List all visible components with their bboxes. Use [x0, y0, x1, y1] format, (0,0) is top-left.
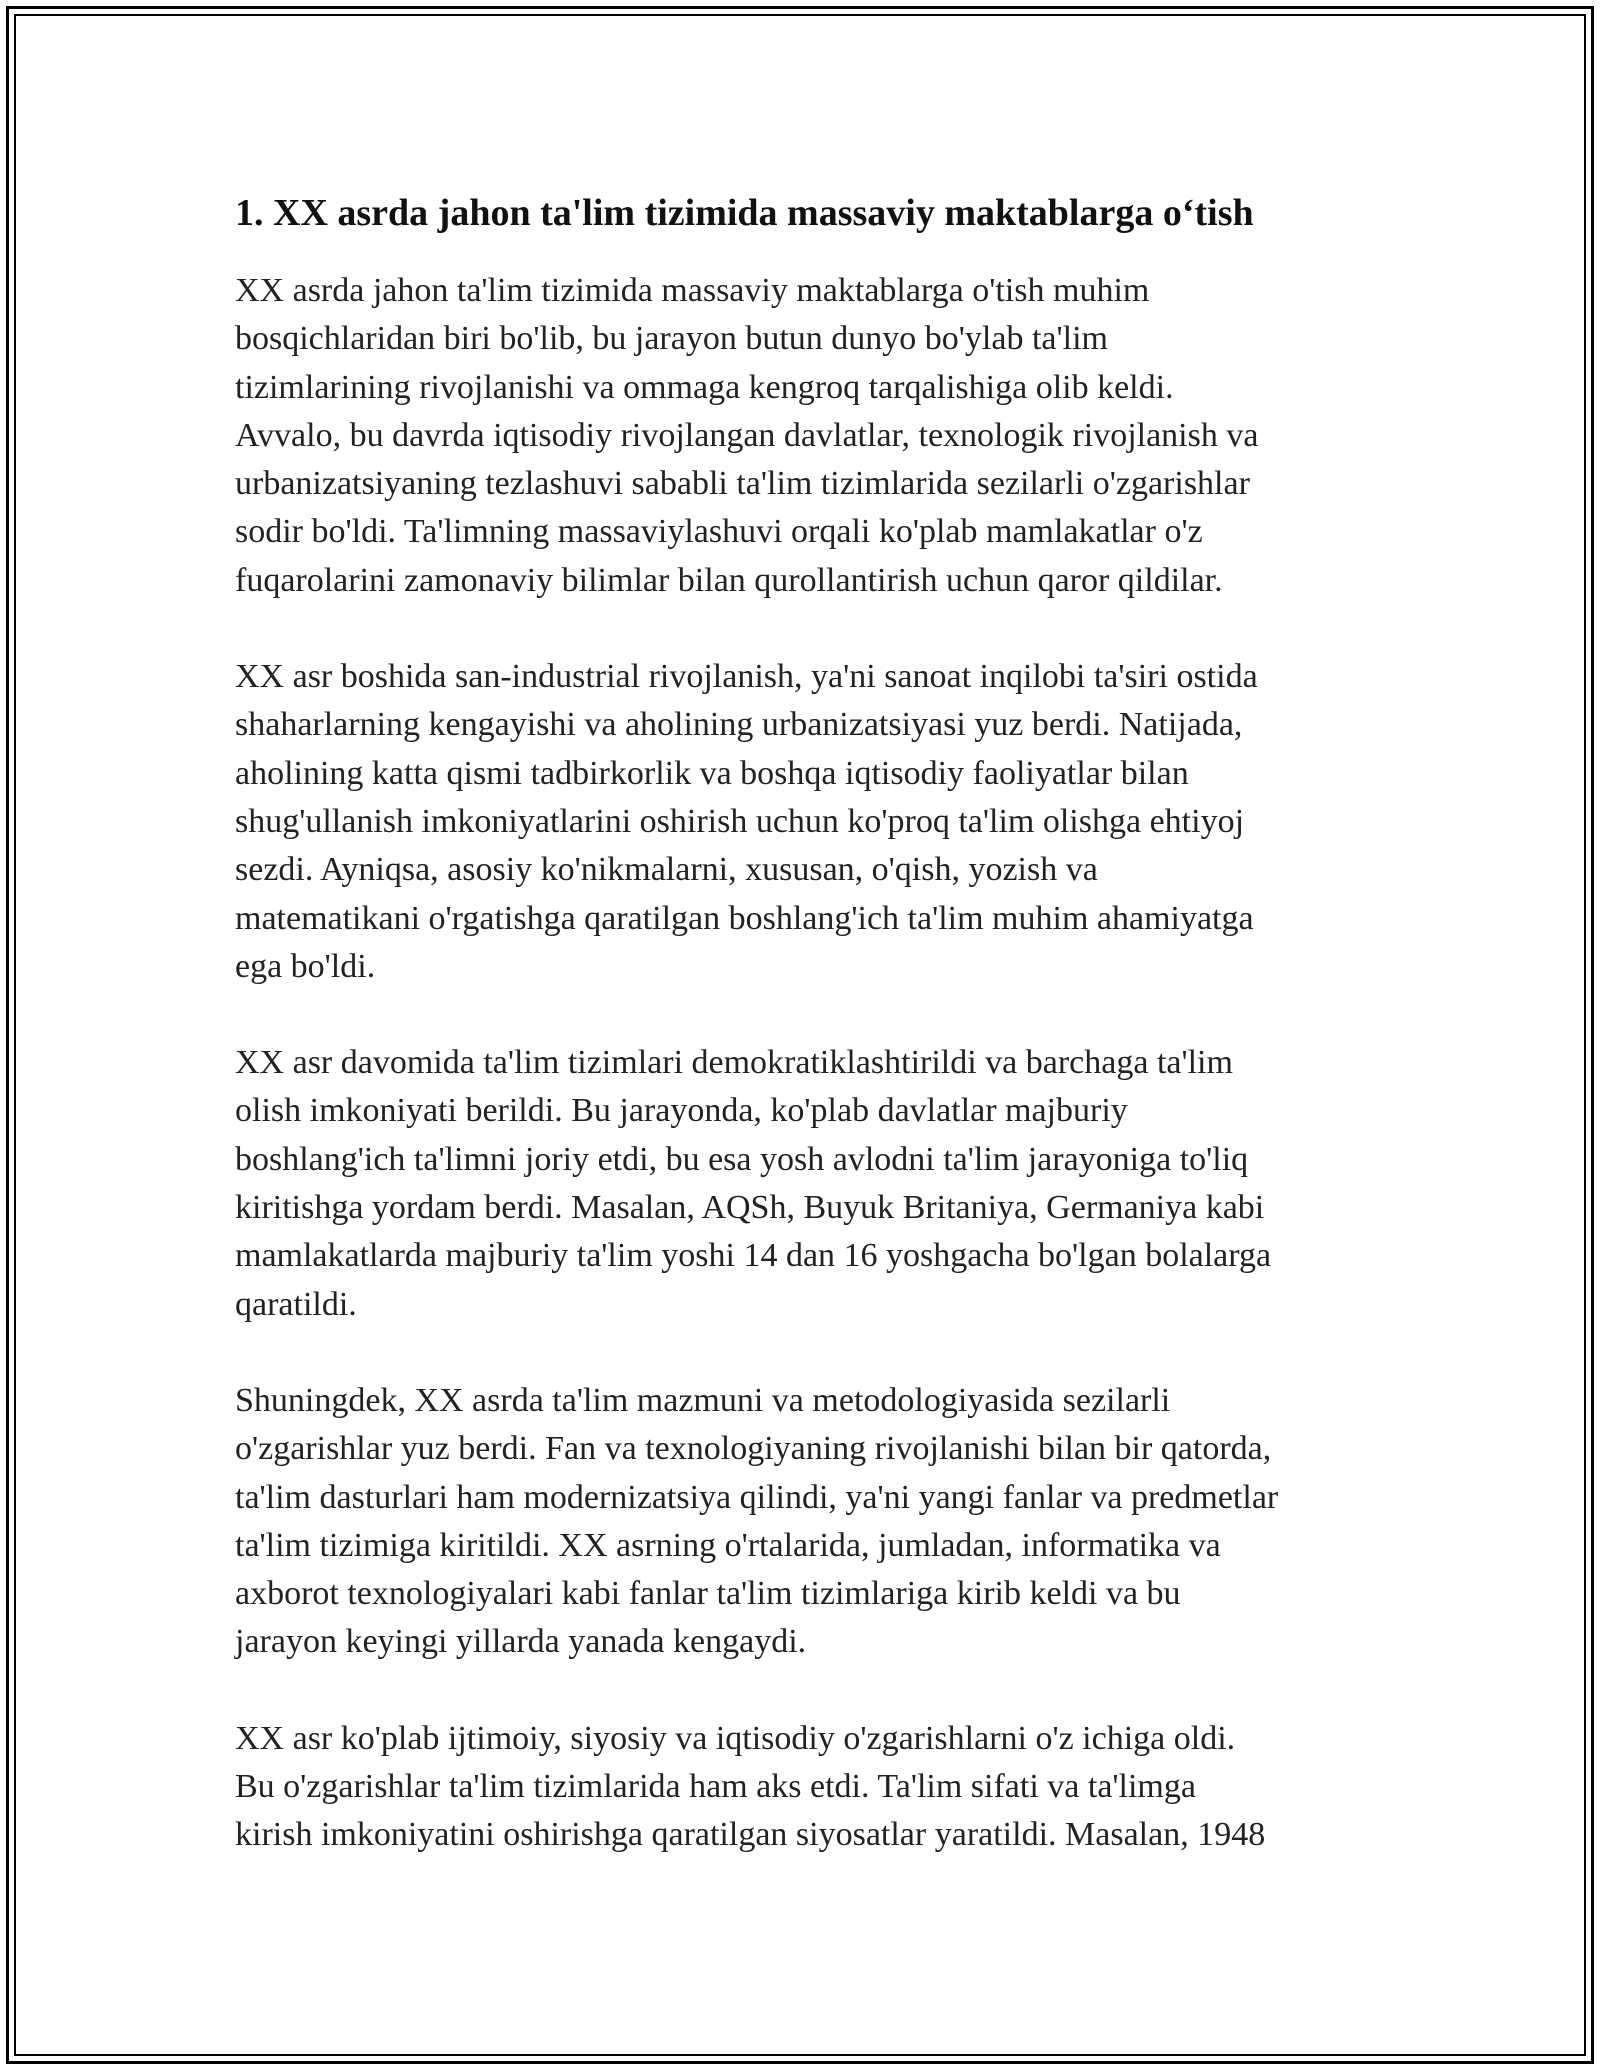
text-line: ega bo'ldi.	[235, 947, 376, 985]
text-line: boshlang'ich ta'limni joriy etdi, bu esa yosh avlodni ta'lim jarayoniga to'liq	[235, 1140, 1249, 1178]
text-line: shaharlarning kengayishi va aholining urbanizatsiyasi yuz berdi. Natijada,	[235, 706, 1243, 744]
text-line: XX asr davomida ta'lim tizimlari demokratiklashtirildi va barchaga ta'lim	[235, 1044, 1233, 1082]
text-line: mamlakatlarda majburiy ta'lim yoshi 14 dan 16 yoshgacha bo'lgan bolalarga	[235, 1237, 1272, 1275]
text-line: matematikani o'rgatishga qaratilgan boshlang'ich ta'lim muhim ahamiyatga	[235, 899, 1254, 937]
text-line: ta'lim dasturlari ham modernizatsiya qilindi, ya'ni yangi fanlar va predmetlar	[235, 1478, 1279, 1516]
text-line: jarayon keyingi yillarda yanada kengaydi.	[235, 1623, 807, 1661]
text-line: fuqarolarini zamonaviy bilimlar bilan qurollantirish uchun qaror qildilar.	[235, 561, 1223, 599]
document-body	[235, 185, 1375, 1908]
section-heading: 1. XX asrda jahon ta'lim tizimida massaviy maktablarga o‘tish	[235, 192, 1254, 234]
text-line: Avvalo, bu davrda iqtisodiy rivojlangan davlatlar, texnologik rivojlanish va	[235, 416, 1259, 454]
text-line: sodir bo'ldi. Ta'limning massaviylashuvi orqali ko'plab mamlakatlar o'z	[235, 513, 1203, 551]
text-line: urbanizatsiyaning tezlashuvi sababli ta'lim tizimlarida sezilarli o'zgarishlar	[235, 465, 1250, 503]
paragraph-2	[235, 653, 1375, 991]
text-line: axborot texnologiyalari kabi fanlar ta'lim tizimlariga kirib keldi va bu	[235, 1575, 1181, 1613]
text-line: XX asr ko'plab ijtimoiy, siyosiy va iqtisodiy o'zgarishlarni o'z ichiga oldi.	[235, 1719, 1236, 1757]
text-line: qaratildi.	[235, 1285, 357, 1323]
paragraph-4	[235, 1377, 1375, 1667]
text-line: Shuningdek, XX asrda ta'lim mazmuni va metodologiyasida sezilarli	[235, 1381, 1171, 1419]
text-line: tizimlarining rivojlanishi va ommaga kengroq tarqalishiga olib keldi.	[235, 368, 1174, 406]
text-line: XX asrda jahon ta'lim tizimida massaviy maktablarga o'tish muhim	[235, 272, 1150, 309]
text-line: aholining katta qismi tadbirkorlik va boshqa iqtisodiy faoliyatlar bilan	[235, 754, 1189, 792]
text-line: ta'lim tizimiga kiritildi. XX asrning o'rtalarida, jumladan, informatika va	[235, 1526, 1221, 1564]
text-line: shug'ullanish imkoniyatlarini oshirish uchun ko'proq ta'lim olishga ehtiyoj	[235, 802, 1245, 840]
text-line: sezdi. Ayniqsa, asosiy ko'nikmalarni, xususan, o'qish, yozish va	[235, 851, 1098, 889]
paragraph-3	[235, 1039, 1375, 1329]
text-line: o'zgarishlar yuz berdi. Fan va texnologiyaning rivojlanishi bilan bir qatorda,	[235, 1430, 1272, 1468]
text-line: bosqichlaridan biri bo'lib, bu jarayon butun dunyo bo'ylab ta'lim	[235, 320, 1108, 358]
paragraph-1	[235, 267, 1375, 605]
text-line: olish imkoniyati berildi. Bu jarayonda, ko'plab davlatlar majburiy	[235, 1092, 1128, 1130]
paragraph-5	[235, 1715, 1375, 1860]
text-line: Bu o'zgarishlar ta'lim tizimlarida ham aks etdi. Ta'lim sifati va ta'limga	[235, 1768, 1196, 1806]
text-line: kiritishga yordam berdi. Masalan, AQSh, Buyuk Britaniya, Germaniya kabi	[235, 1189, 1265, 1227]
text-line: kirish imkoniyatini oshirishga qaratilgan siyosatlar yaratildi. Masalan, 1948	[235, 1816, 1266, 1854]
text-line: XX asr boshida san-industrial rivojlanish, ya'ni sanoat inqilobi ta'siri ostida	[235, 658, 1258, 696]
